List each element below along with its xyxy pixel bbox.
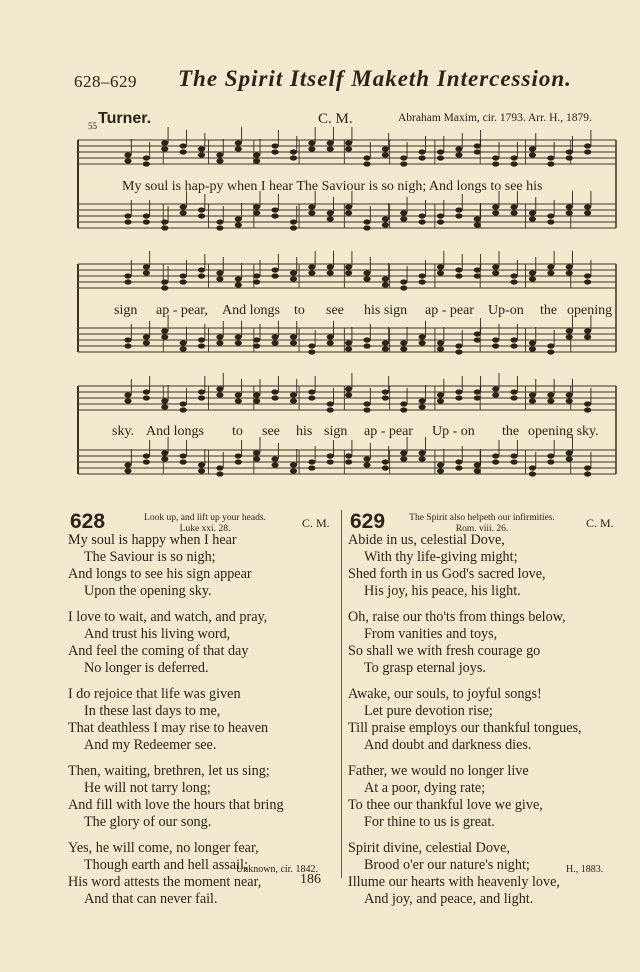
header-hymn-numbers: 628–629 bbox=[74, 72, 137, 91]
lyric-syllable: sign bbox=[114, 303, 138, 318]
verse-line: Yes, he will come, no longer fear, bbox=[68, 840, 259, 856]
lyric-syllable: And longs bbox=[146, 424, 204, 439]
verse-line: Abide in us, celestial Dove, bbox=[348, 532, 505, 548]
column-divider bbox=[341, 510, 342, 878]
hymn-628-reference: Luke xxi. 28. bbox=[179, 524, 231, 534]
lyric-syllable: see bbox=[326, 303, 344, 318]
verse-line: Upon the opening sky. bbox=[84, 583, 212, 599]
hymn-629-author: H., 1883. bbox=[566, 864, 604, 875]
verse-line: No longer is deferred. bbox=[84, 660, 209, 676]
verse-line: In these last days to me, bbox=[84, 703, 221, 719]
tune-number: 55 bbox=[88, 121, 97, 131]
verse-line: Let pure devotion rise; bbox=[364, 703, 493, 719]
verse-line: And trust his living word, bbox=[84, 626, 231, 642]
tune-credit: Abraham Maxim, cir. 1793. Arr. H., 1879. bbox=[398, 112, 592, 124]
verse-line: With thy life-giving might; bbox=[364, 549, 518, 565]
tune-name: Turner. bbox=[98, 110, 152, 127]
verse-line: Spirit divine, celestial Dove, bbox=[348, 840, 510, 856]
verse-line: I do rejoice that life was given bbox=[68, 686, 241, 702]
hymn-628-meter: C. M. bbox=[302, 516, 330, 530]
verse-line: And feel the coming of that day bbox=[68, 643, 249, 659]
verse-line: Then, waiting, brethren, let us sing; bbox=[68, 763, 270, 779]
verse-line: That deathless I may rise to heaven bbox=[68, 720, 269, 736]
stanza bbox=[348, 609, 623, 677]
hymn-629-text bbox=[348, 532, 623, 908]
lyric-syllable: And longs bbox=[222, 303, 280, 318]
tune-meter: C. M. bbox=[318, 111, 353, 127]
verse-line: From vanities and toys, bbox=[364, 626, 498, 642]
verse-line: And that can never fail. bbox=[84, 891, 218, 907]
verse-line: His word attests the moment near, bbox=[68, 874, 262, 890]
verse-line: So shall we with fresh courage go bbox=[348, 643, 541, 659]
music-lyrics-line-1: My soul is hap-py when I hear The Saviour is so nigh; And longs to see his bbox=[122, 179, 543, 194]
verse-line: For thine to us is great. bbox=[364, 814, 495, 830]
verse-line: The glory of our song. bbox=[84, 814, 212, 830]
verse-line: And joy, and peace, and light. bbox=[364, 891, 534, 907]
lyric-syllable: sign bbox=[324, 424, 348, 439]
lyric-syllable: Up-on bbox=[488, 303, 524, 318]
verse-line: And longs to see his sign appear bbox=[68, 566, 252, 582]
lyric-syllable: to bbox=[294, 303, 305, 318]
lyric-syllable: sky. bbox=[112, 424, 135, 439]
verse-line: Though earth and hell assail; bbox=[84, 857, 248, 873]
lyric-syllable: see bbox=[262, 424, 280, 439]
verse-line: Shed forth in us God's sacred love, bbox=[348, 566, 546, 582]
lyric-syllable: the bbox=[502, 424, 520, 439]
verse-line: Oh, raise our tho'ts from things below, bbox=[348, 609, 566, 625]
verse-line: And fill with love the hours that bring bbox=[68, 797, 284, 813]
lyric-syllable: opening sky. bbox=[528, 424, 599, 439]
lyric-syllable: ap - pear bbox=[425, 303, 474, 318]
verse-line: Illume our hearts with heavenly love, bbox=[348, 874, 560, 890]
verse-line: He will not tarry long; bbox=[84, 780, 211, 796]
verse-line: I love to wait, and watch, and pray, bbox=[68, 609, 268, 625]
hymn-628-subtitle: Look up, and lift up your heads. bbox=[144, 513, 266, 523]
verse-line: Till praise employs our thankful tongues, bbox=[348, 720, 582, 736]
verse-line: The Saviour is so nigh; bbox=[84, 549, 216, 565]
lyric-syllable: his sign bbox=[364, 303, 408, 318]
hymn-number-628: 628 bbox=[70, 510, 106, 533]
hymn-628-author: Unknown, cir. 1842. bbox=[236, 864, 318, 875]
hymn-number-629: 629 bbox=[350, 510, 386, 533]
verse-line: Father, we would no longer live bbox=[348, 763, 529, 779]
stanza bbox=[348, 686, 623, 754]
stanza bbox=[348, 763, 623, 831]
lyric-syllable: ap - pear bbox=[364, 424, 413, 439]
page-number: 186 bbox=[300, 872, 321, 887]
lyric-syllable: opening bbox=[567, 303, 613, 318]
lyric-syllable: his bbox=[296, 424, 313, 439]
verse-line: Awake, our souls, to joyful songs! bbox=[348, 686, 542, 702]
stanza bbox=[68, 532, 336, 600]
lyric-syllable: Up - on bbox=[432, 424, 475, 439]
stanza bbox=[348, 532, 623, 600]
verse-line: To grasp eternal joys. bbox=[364, 660, 486, 676]
hymn-629-meter: C. M. bbox=[586, 516, 614, 530]
verse-line: And my Redeemer see. bbox=[84, 737, 217, 753]
lyric-syllable: to bbox=[232, 424, 243, 439]
hymn-629-subtitle: The Spirit also helpeth our infirmities. bbox=[409, 513, 555, 523]
verse-line: Brood o'er our nature's night; bbox=[364, 857, 530, 873]
stanza bbox=[68, 763, 336, 831]
verse-line: His joy, his peace, his light. bbox=[364, 583, 521, 599]
lyric-syllable: ap - pear, bbox=[156, 303, 208, 318]
lyric-syllable: the bbox=[540, 303, 558, 318]
hymn-628-text bbox=[68, 532, 336, 908]
verse-line: And doubt and darkness dies. bbox=[364, 737, 532, 753]
verse-line: My soul is happy when I hear bbox=[68, 532, 237, 548]
hymn-629-reference: Rom. viii. 26. bbox=[455, 524, 509, 534]
verse-line: At a poor, dying rate; bbox=[364, 780, 486, 796]
stanza bbox=[68, 609, 336, 677]
page-title: The Spirit Itself Maketh Intercession. bbox=[178, 66, 572, 91]
verse-line: To thee our thankful love we give, bbox=[348, 797, 543, 813]
stanza bbox=[68, 686, 336, 754]
